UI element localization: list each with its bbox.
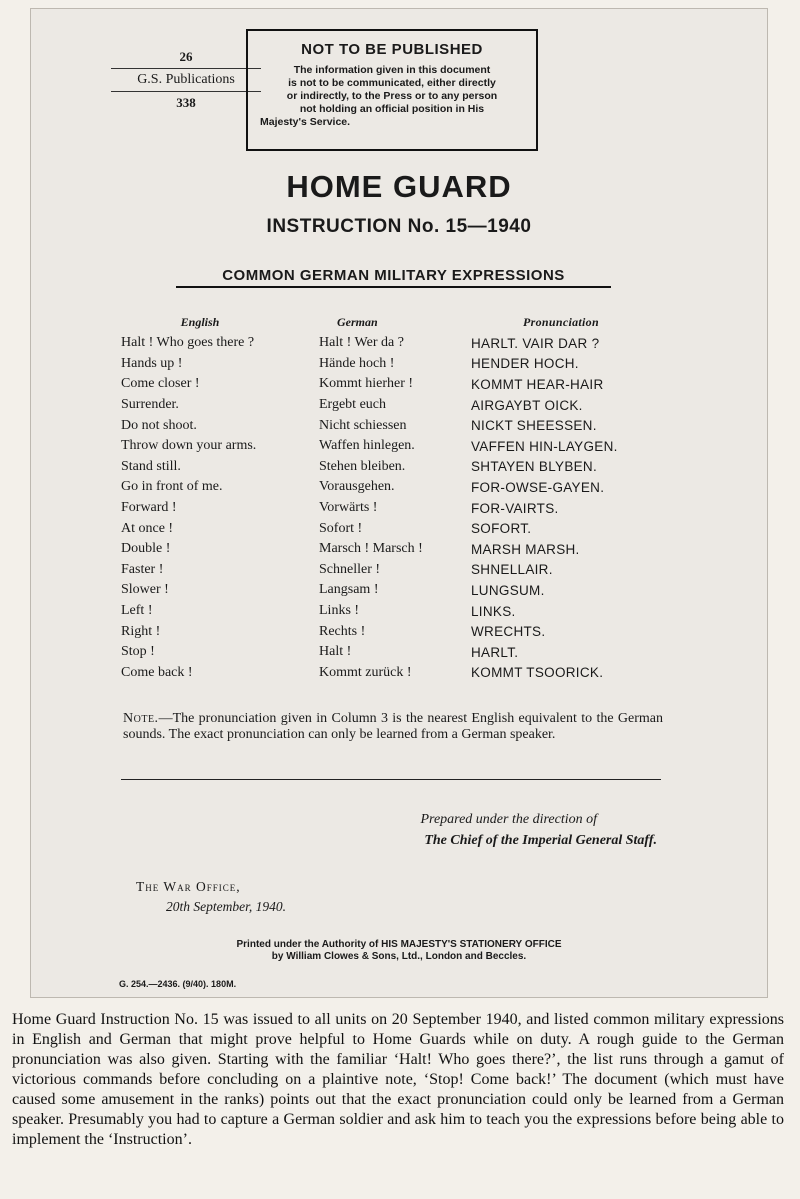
- cell-english: Surrender.: [121, 397, 179, 413]
- table-row: [121, 601, 681, 622]
- pronunciation-note: [123, 711, 663, 743]
- cell-english: At once !: [121, 520, 174, 536]
- cell-german: Links !: [319, 603, 360, 619]
- table-row: [121, 539, 681, 560]
- cell-german: Vorwärts !: [319, 500, 378, 516]
- cell-pronunciation: NICKT SHEESSEN.: [471, 418, 597, 434]
- war-office-signature: [136, 877, 286, 917]
- cell-german: Halt ! Wer da ?: [319, 335, 404, 351]
- cell-german: Ergebt euch: [319, 397, 386, 413]
- table-row: [121, 333, 681, 354]
- reference-number-top: 26: [179, 49, 193, 64]
- document-page: [30, 8, 768, 998]
- table-row: [121, 642, 681, 663]
- cell-pronunciation: FOR-OWSE-GAYEN.: [471, 479, 605, 495]
- table-row: [121, 436, 681, 457]
- table-row: [121, 457, 681, 478]
- note-text: —The pronunciation given in Column 3 is the nearest English equivalent to the German sounds. The exact pronunciation can only be learned from a German speaker.: [123, 711, 663, 742]
- document-code: G. 254.—2436. (9/40). 180M.: [119, 979, 237, 989]
- cell-english: Left !: [121, 603, 153, 619]
- note-label: Note.: [123, 711, 159, 726]
- printer-credit: [31, 939, 767, 963]
- cell-pronunciation: MARSH MARSH.: [471, 541, 580, 557]
- cell-english: Throw down your arms.: [121, 438, 257, 454]
- cell-english: Right !: [121, 623, 161, 639]
- cell-pronunciation: SOFORT.: [471, 521, 532, 537]
- cell-english: Forward !: [121, 500, 177, 516]
- notice-line: The information given in this document: [293, 64, 491, 76]
- column-header-english: English: [180, 314, 220, 329]
- column-header-german: German: [337, 314, 378, 329]
- cell-pronunciation: LINKS.: [471, 603, 516, 619]
- prepared-line-2: The Chief of the Imperial General Staff.: [424, 833, 657, 848]
- notice-line: is not to be communicated, either directly: [288, 77, 496, 89]
- cell-english: Stop !: [121, 644, 155, 660]
- cell-pronunciation: KOMMT HEAR-HAIR: [471, 376, 604, 392]
- prepared-line-1: Prepared under the direction of: [420, 812, 597, 827]
- notice-line: not holding an official position in His: [299, 103, 485, 115]
- table-row: [121, 663, 681, 684]
- printer-line-1: Printed under the Authority of HIS MAJESTY'S STATIONERY OFFICE: [236, 939, 562, 950]
- cell-english: Come closer !: [121, 376, 200, 392]
- cell-english: Do not shoot.: [121, 417, 197, 433]
- cell-german: Waffen hinlegen.: [319, 438, 415, 454]
- table-row: [121, 415, 681, 436]
- cell-pronunciation: HENDER HOCH.: [471, 356, 579, 372]
- table-row: [121, 621, 681, 642]
- reference-number-bottom: 338: [176, 95, 196, 110]
- table-row: [121, 580, 681, 601]
- cell-pronunciation: SHTAYEN BLYBEN.: [471, 459, 598, 475]
- printer-line-2: by William Clowes & Sons, Ltd., London and Beccles.: [271, 951, 527, 962]
- cell-german: Marsch ! Marsch !: [319, 541, 423, 557]
- war-office-line-1: The War Office,: [136, 879, 241, 894]
- war-office-date: 20th September, 1940.: [166, 899, 286, 914]
- cell-english: Stand still.: [121, 458, 181, 474]
- column-header-pronunciation: Pronunciation: [523, 314, 599, 329]
- not-to-be-published-notice: [246, 29, 538, 151]
- cell-pronunciation: FOR-VAIRTS.: [471, 500, 559, 516]
- cell-english: Slower !: [121, 582, 169, 598]
- cell-german: Stehen bleiben.: [319, 458, 406, 474]
- cell-pronunciation: WRECHTS.: [471, 624, 546, 640]
- cell-pronunciation: LUNGSUM.: [471, 582, 545, 598]
- publication-reference: [111, 49, 261, 111]
- document-title: HOME GUARD: [286, 169, 512, 204]
- cell-german: Rechts !: [319, 623, 366, 639]
- section-heading: COMMON GERMAN MILITARY EXPRESSIONS: [176, 267, 611, 288]
- table-row: [121, 498, 681, 519]
- cell-german: Kommt hierher !: [319, 376, 414, 392]
- cell-english: Go in front of me.: [121, 479, 223, 495]
- cell-english: Double !: [121, 541, 171, 557]
- notice-line: or indirectly, to the Press or to any person: [286, 90, 498, 102]
- cell-pronunciation: HARLT. VAIR DAR ?: [471, 335, 600, 351]
- cell-german: Vorausgehen.: [319, 479, 395, 495]
- table-row: [121, 395, 681, 416]
- cell-german: Kommt zurück !: [319, 664, 412, 680]
- table-header-row: [121, 311, 681, 333]
- table-row: [121, 374, 681, 395]
- cell-pronunciation: VAFFEN HIN-LAYGEN.: [471, 438, 618, 454]
- reference-publication: G.S. Publications: [111, 68, 261, 92]
- cell-german: Nicht schiessen: [319, 417, 407, 433]
- cell-english: Come back !: [121, 664, 193, 680]
- notice-heading: NOT TO BE PUBLISHED: [301, 41, 483, 58]
- table-row: [121, 354, 681, 375]
- cell-english: Faster !: [121, 561, 164, 577]
- notice-line: Majesty's Service.: [260, 116, 351, 128]
- cell-german: Langsam !: [319, 582, 379, 598]
- cell-german: Sofort !: [319, 520, 363, 536]
- prepared-by: [420, 809, 657, 851]
- caption-text: Home Guard Instruction No. 15 was issued to all units on 20 September 1940, and listed common military expressions in English and German that might prove helpful to Home Guards while on duty. A rough guide to the German pronunciation was also given. Starting with the familiar ‘Halt! Who goes there?’, the list runs through a gamut of victorious commands before concluding on a plaintive note, ‘Stop! Come back!’ The document (which must have caused some amusement in the ranks) points out that the exact pronunciation could only be learned from a German speaker. Presumably you had to capture a German soldier and ask him to teach you the expressions before being able to implement the ‘Instruction’.: [12, 1011, 784, 1148]
- table-row: [121, 560, 681, 581]
- cell-english: Hands up !: [121, 355, 183, 371]
- divider: [121, 779, 661, 780]
- cell-german: Halt !: [319, 644, 352, 660]
- cell-english: Halt ! Who goes there ?: [121, 335, 255, 351]
- expressions-table: [121, 311, 681, 683]
- document-subtitle: INSTRUCTION No. 15—1940: [266, 216, 532, 237]
- cell-pronunciation: SHNELLAIR.: [471, 562, 553, 578]
- cell-german: Schneller !: [319, 561, 381, 577]
- cell-pronunciation: KOMMT TSOORICK.: [471, 665, 604, 681]
- table-row: [121, 518, 681, 539]
- cell-pronunciation: HARLT.: [471, 644, 519, 660]
- cell-pronunciation: AIRGAYBT OICK.: [471, 397, 583, 413]
- cell-german: Hände hoch !: [319, 355, 395, 371]
- table-row: [121, 477, 681, 498]
